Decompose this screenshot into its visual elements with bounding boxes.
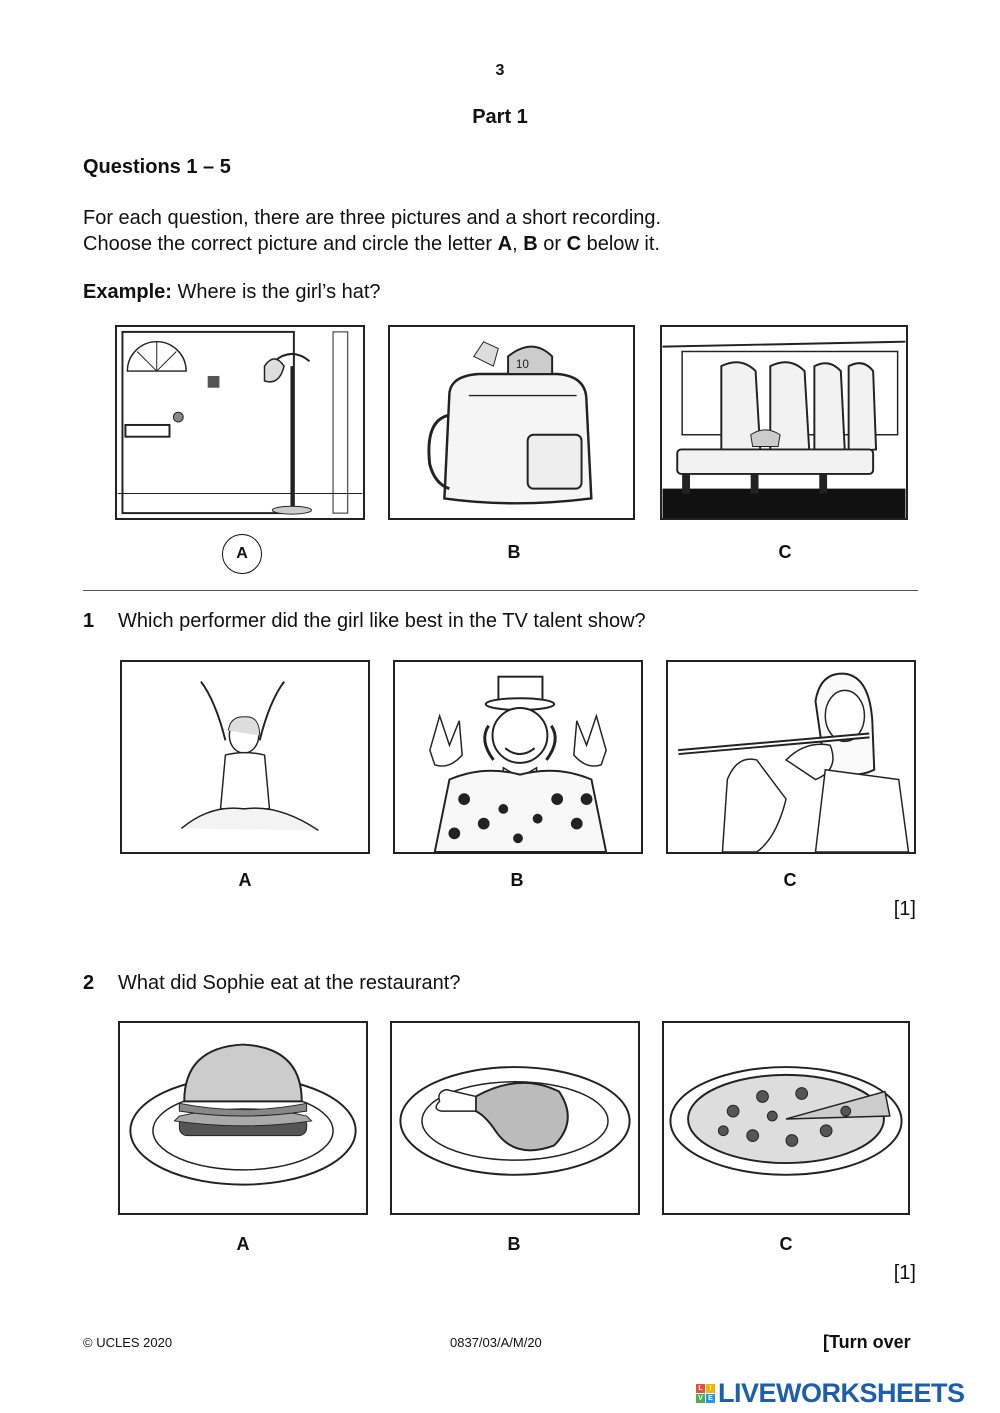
svg-text:10: 10: [515, 358, 529, 372]
divider: [83, 590, 918, 591]
logo-grid-icon: [696, 1384, 715, 1403]
bus-seats-illustration: [662, 327, 906, 518]
q1-picture-b-clown[interactable]: [393, 660, 643, 854]
q2-picture-c-pizza[interactable]: [662, 1021, 910, 1215]
question-1: [83, 610, 646, 633]
instruction-text: below it.: [581, 233, 660, 255]
page-number: 3: [495, 62, 505, 79]
logo-text: LIVEWORKSHEETS: [718, 1378, 965, 1408]
question-number: 2: [83, 972, 95, 994]
question-2: [83, 972, 460, 995]
flute-player-illustration: [668, 662, 914, 852]
liveworksheets-logo[interactable]: [696, 1378, 965, 1409]
question-text: What did Sophie eat at the restaurant?: [118, 972, 461, 994]
question-number: 1: [83, 610, 95, 632]
question-text: Which performer did the girl like best in the TV talent show?: [118, 610, 646, 632]
instructions: [83, 205, 661, 257]
example-text: Where is the girl’s hat?: [171, 281, 381, 303]
logo-cell: E: [706, 1394, 715, 1403]
example-picture-b-backpack[interactable]: [388, 325, 635, 520]
logo-cell: V: [696, 1394, 705, 1403]
example-question: [83, 281, 381, 304]
turn-over[interactable]: [Turn over: [823, 1332, 911, 1352]
q1-mark: [1]: [893, 898, 916, 920]
letter-b: B: [523, 233, 538, 255]
instruction-text: Choose the correct picture and circle the letter: [83, 233, 498, 255]
logo-cell: I: [706, 1384, 715, 1393]
q2-option-b[interactable]: B: [507, 1234, 521, 1254]
example-option-b[interactable]: B: [507, 542, 521, 562]
example-circled-answer: A: [222, 534, 262, 574]
q1-picture-a-dancer[interactable]: [120, 660, 370, 854]
q2-option-a[interactable]: A: [236, 1234, 250, 1254]
q2-mark: [1]: [893, 1262, 916, 1284]
example-picture-c-bus-seats[interactable]: [660, 325, 908, 520]
instruction-line-1: For each question, there are three pictures and a short recording.: [83, 207, 662, 229]
q2-picture-a-burger[interactable]: [118, 1021, 368, 1215]
footer-copyright: © UCLES 2020: [83, 1335, 173, 1350]
chicken-leg-illustration: [392, 1023, 638, 1213]
pizza-illustration: [664, 1023, 908, 1213]
ballet-dancer-illustration: [122, 662, 368, 852]
example-option-c[interactable]: C: [778, 542, 792, 562]
footer-code: 0837/03/A/M/20: [450, 1335, 542, 1350]
sep: or: [537, 233, 567, 255]
logo-cell: L: [696, 1384, 705, 1393]
q1-option-c[interactable]: C: [783, 870, 797, 890]
sep: ,: [512, 233, 524, 255]
letter-c: C: [566, 233, 582, 255]
backpack-illustration: [390, 327, 633, 518]
burger-illustration: [120, 1023, 366, 1213]
example-picture-a-door-coat-stand[interactable]: [115, 325, 365, 520]
letter-a: A: [497, 233, 513, 255]
door-illustration: [117, 327, 363, 518]
q1-option-a[interactable]: A: [238, 870, 252, 890]
q2-option-c[interactable]: C: [779, 1234, 793, 1254]
instruction-line-2: [83, 231, 661, 257]
q1-picture-c-flute-player[interactable]: [666, 660, 916, 854]
q1-option-b[interactable]: B: [510, 870, 524, 890]
q2-picture-b-chicken-leg[interactable]: [390, 1021, 640, 1215]
example-label: Example:: [83, 281, 172, 303]
part-title: Part 1: [472, 106, 528, 128]
clown-illustration: [395, 662, 641, 852]
section-title: Questions 1 – 5: [83, 156, 231, 178]
